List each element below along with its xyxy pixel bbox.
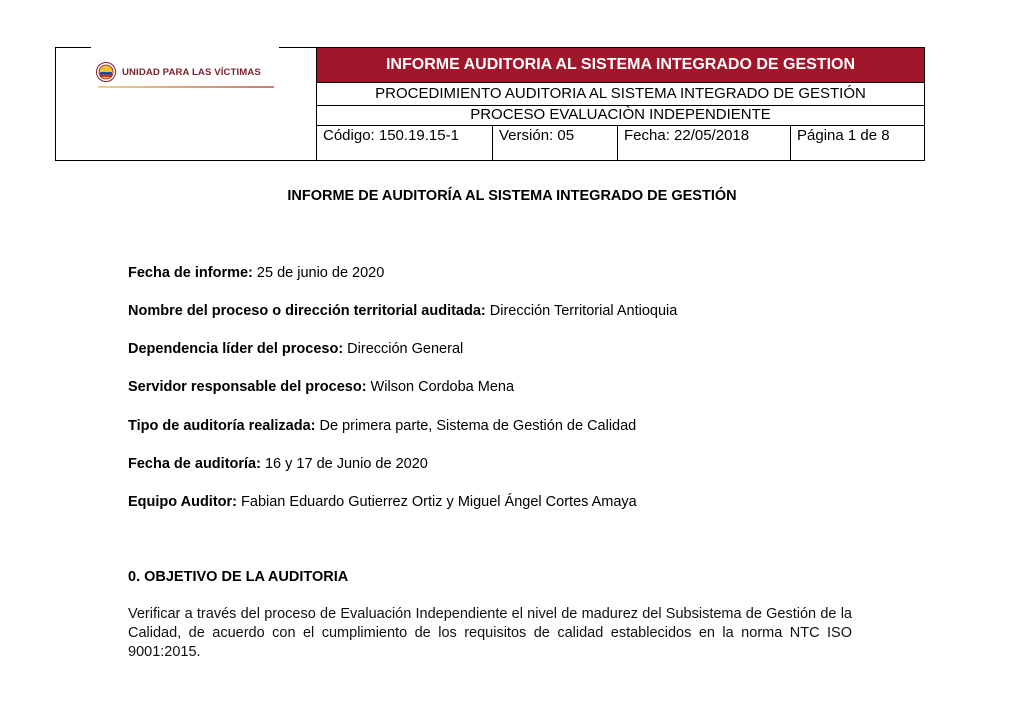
field-audit-type: Tipo de auditoría realizada: De primera parte, Sistema de Gestión de Calidad bbox=[128, 418, 637, 434]
process-name: PROCESO EVALUACIÒN INDEPENDIENTE bbox=[470, 106, 771, 123]
document-meta-row bbox=[317, 125, 924, 161]
procedure-name: PROCEDIMIENTO AUDITORIA AL SISTEMA INTEGRADO DE GESTIÓN bbox=[317, 83, 924, 106]
field-report-date: Fecha de informe: 25 de junio de 2020 bbox=[128, 265, 385, 281]
page-number: Página 1 de 8 bbox=[790, 126, 924, 161]
logo-cell bbox=[56, 48, 317, 160]
document-date: Fecha: 22/05/2018 bbox=[617, 126, 790, 161]
field-lead-unit: Dependencia líder del proceso: Dirección General bbox=[128, 341, 464, 357]
logo bbox=[96, 62, 261, 82]
document-code: Código: 150.19.15-1 bbox=[323, 127, 459, 144]
logo-text: UNIDAD PARA LAS VÍCTIMAS bbox=[122, 66, 261, 78]
field-audited-process: Nombre del proceso o dirección territorial auditada: Dirección Territorial Antioquia bbox=[128, 303, 678, 319]
logo-underline bbox=[98, 86, 274, 88]
field-audit-date: Fecha de auditoría: 16 y 17 de Junio de 2020 bbox=[128, 456, 428, 472]
field-responsible-official: Servidor responsable del proceso: Wilson Cordoba Mena bbox=[128, 379, 515, 395]
document-title: INFORME DE AUDITORÍA AL SISTEMA INTEGRADO DE GESTIÓN bbox=[287, 188, 737, 204]
report-title-bar: INFORME AUDITORIA AL SISTEMA INTEGRADO DE GESTION bbox=[317, 48, 924, 83]
section-heading-objective: 0. OBJETIVO DE LA AUDITORIA bbox=[128, 569, 349, 585]
document-version: Versión: 05 bbox=[492, 126, 617, 161]
colombia-seal-icon bbox=[96, 62, 116, 82]
objective-paragraph: Verificar a través del proceso de Evaluación Independiente el nivel de madurez del Subsistema de Gestión de la Calidad, de acuerdo con el cumplimiento de los requisitos de calidad establecidos en la norma NTC ISO 9001:2015. bbox=[128, 606, 852, 660]
field-audit-team: Equipo Auditor: Fabian Eduardo Gutierrez Ortiz y Miguel Ángel Cortes Amaya bbox=[128, 494, 637, 510]
document-header bbox=[55, 47, 925, 161]
